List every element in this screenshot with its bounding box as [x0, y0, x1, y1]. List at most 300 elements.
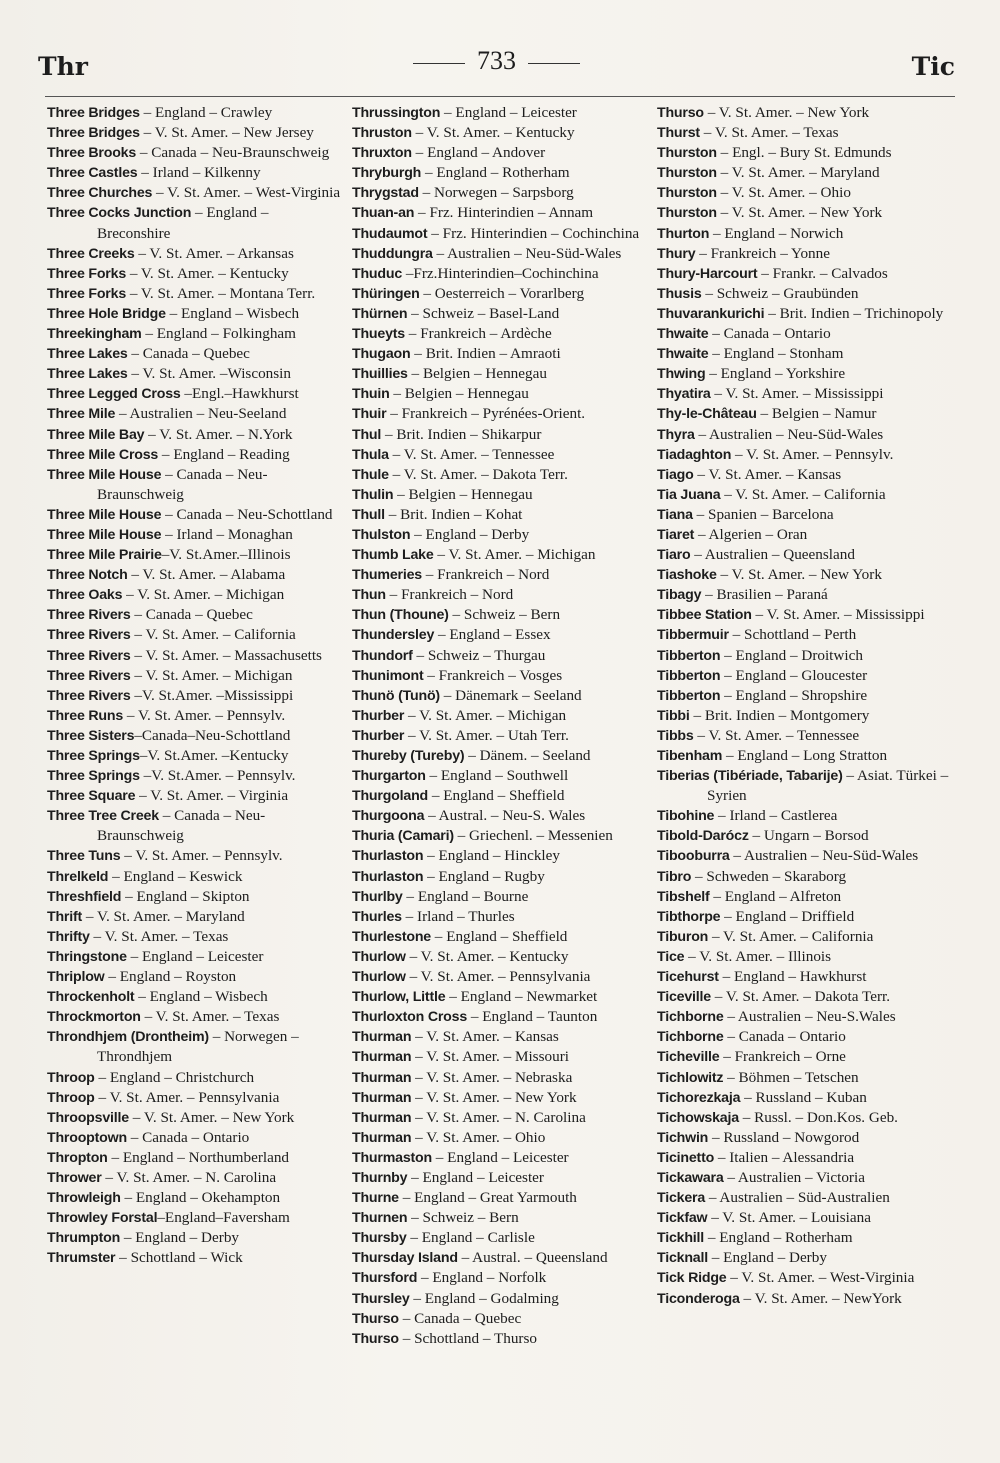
entry-headword: Thusis [657, 285, 702, 302]
entry-location: – England – Godalming [409, 1289, 559, 1307]
entry-headword: Thurman [352, 1069, 412, 1086]
gazetteer-entry [657, 425, 957, 445]
entry-location: – Schottland – Thurso [398, 1329, 537, 1347]
entry-headword: Tiberias (Tibériade, Tabarije) [657, 768, 843, 785]
entry-headword: Thunimont [352, 667, 424, 684]
entry-headword: Thuddungra [352, 245, 433, 262]
page-header [38, 46, 955, 92]
gazetteer-entry [657, 706, 957, 726]
gazetteer-entry [657, 746, 957, 766]
entry-headword: Tibberton [657, 647, 721, 664]
gazetteer-entry [657, 143, 957, 163]
gazetteer-entry [47, 244, 343, 264]
entry-headword: Three Mile [47, 406, 116, 423]
entry-headword: Tiaro [657, 547, 691, 564]
entry-location: – Australien – Queensland [690, 546, 855, 564]
gazetteer-entry [352, 565, 648, 585]
entry-headword: Thurso [657, 105, 704, 121]
entry-location: – V. St. Amer. – Pennsylv. [120, 847, 283, 865]
entry-location: – V. St. Amer. – New York [716, 204, 883, 222]
entry-headword: Tiashoke [657, 567, 717, 584]
gazetteer-entry [47, 625, 343, 645]
entry-location: – V. St. Amer. – New York [703, 104, 870, 121]
entry-location: – England – Leicester [440, 104, 577, 121]
entry-headword: Three Springs [47, 748, 140, 764]
gazetteer-entry [47, 445, 343, 465]
gazetteer-entry [47, 324, 343, 344]
entry-location: – England – Shropshire [720, 686, 868, 704]
gazetteer-entry [47, 1228, 343, 1248]
gazetteer-entry [657, 605, 957, 625]
entry-location: – V. St. Amer. – Pennsylvania [405, 968, 591, 986]
entry-headword: Thurlaston [352, 848, 424, 865]
entry-headword: Throndhjem (Drontheim) [47, 1029, 209, 1046]
entry-location: – V. St. Amer. – Kentucky [405, 947, 569, 965]
gazetteer-entry [47, 1208, 343, 1228]
entry-headword: Thulin [352, 486, 394, 503]
entry-location: – V. St. Amer. – Texas [140, 1008, 280, 1026]
entry-headword: Thurmaston [352, 1149, 432, 1166]
gazetteer-entry [657, 1148, 957, 1168]
entry-location: – Russland – Kuban [740, 1088, 867, 1106]
gazetteer-entry [47, 465, 343, 505]
entry-headword: Thurnby [352, 1169, 408, 1186]
entry-headword: Tibohine [657, 808, 715, 825]
gazetteer-entry [657, 947, 957, 967]
entry-headword: Three Cocks Junction [47, 205, 192, 222]
entry-headword: Throwley Forstal [47, 1210, 158, 1227]
gazetteer-entry [657, 284, 957, 304]
gazetteer-entry [352, 485, 648, 505]
entry-location: – V. St. Amer. – Kentucky [126, 264, 289, 282]
entry-headword: Three Creeks [47, 245, 135, 262]
entry-headword: Tiana [657, 506, 693, 523]
entry-location: – Frz. Hinterindien – Cochinchina [427, 224, 640, 242]
entry-location: – Schweiz – Basel-Land [407, 304, 560, 322]
gazetteer-entry [47, 163, 343, 183]
entry-headword: Thuir [352, 406, 387, 423]
entry-headword: Tibbs [657, 727, 694, 744]
gazetteer-entry [47, 766, 343, 786]
entry-headword: Thrifty [47, 928, 90, 945]
entry-location: – England – Derby [410, 525, 530, 543]
entry-location: – V. St. Amer. – Pennsylv. [123, 706, 286, 724]
entry-headword: Thueyts [352, 326, 405, 343]
entry-location: – Canada – Ontario [126, 1128, 250, 1146]
entry-location: – England – Rugby [423, 867, 545, 885]
gazetteer-entry [47, 947, 343, 967]
gazetteer-entry [657, 103, 957, 123]
entry-location: – Belgien – Hennegau [393, 485, 533, 503]
gazetteer-entry [657, 1027, 957, 1047]
gazetteer-entry [657, 364, 957, 384]
entry-location: – England – Gloucester [720, 666, 868, 684]
entry-headword: Thropton [47, 1149, 108, 1166]
gazetteer-entry [352, 987, 648, 1007]
entry-location: – Canada – Quebec [398, 1309, 522, 1327]
gazetteer-entry [657, 545, 957, 565]
gazetteer-entry [657, 344, 957, 364]
gazetteer-entry [657, 907, 957, 927]
entry-headword: Three Springs [47, 768, 140, 785]
entry-headword: Thurlow [352, 948, 406, 965]
entry-location: – England – Wisbech [165, 304, 300, 322]
column-3 [657, 103, 957, 1309]
gazetteer-entry [352, 465, 648, 485]
entry-headword: Three Legged Cross [47, 386, 181, 403]
entry-headword: Three Brooks [47, 145, 137, 162]
entry-location: – Frankreich – Orne [719, 1048, 846, 1066]
entry-location: – Austral. – Queensland [457, 1249, 608, 1267]
gazetteer-entry [657, 1188, 957, 1208]
gazetteer-entry [47, 585, 343, 605]
gazetteer-entry [657, 224, 957, 244]
gazetteer-entry [352, 1027, 648, 1047]
entry-headword: Three Forks [47, 285, 127, 302]
gazetteer-entry [352, 425, 648, 445]
entry-headword: Thurston [657, 205, 717, 222]
entry-location: –V. St.Amer. – Pennsylv. [139, 767, 296, 785]
gazetteer-entry [657, 987, 957, 1007]
gazetteer-entry [47, 203, 343, 243]
gazetteer-entry [657, 1047, 957, 1067]
entry-location: – England – Norfolk [417, 1269, 547, 1287]
entry-location: – England – Essex [434, 626, 551, 644]
entry-headword: Ticonderoga [657, 1290, 740, 1307]
entry-headword: Three Lakes [47, 346, 128, 363]
entry-location: – Schweiz – Graubünden [701, 284, 859, 302]
entry-location: – Belgien – Hennegau [389, 385, 529, 403]
gazetteer-entry [352, 646, 648, 666]
entry-headword: Tibooburra [657, 848, 730, 865]
gazetteer-entry [657, 1088, 957, 1108]
entry-headword: Thuillies [352, 366, 408, 383]
gazetteer-entry [47, 1128, 343, 1148]
gazetteer-entry [657, 686, 957, 706]
entry-headword: Thurnen [352, 1210, 408, 1227]
entry-headword: Thurlaston [352, 868, 424, 885]
gazetteer-entry [352, 1088, 648, 1108]
gazetteer-entry [47, 927, 343, 947]
entry-headword: Throoptown [47, 1129, 127, 1146]
entry-location: – V. St. Amer. – Nebraska [411, 1068, 573, 1086]
entry-location: – Dänem. – Seeland [464, 747, 591, 764]
entry-location: – England – Skipton [121, 887, 250, 905]
entry-headword: Thurber [352, 727, 405, 744]
entry-headword: Three Tree Creek [47, 808, 159, 825]
gazetteer-entry [657, 1068, 957, 1088]
entry-headword: Three Forks [47, 265, 127, 282]
gazetteer-entry [657, 1168, 957, 1188]
entry-location: – England – Rotherham [421, 164, 570, 182]
entry-headword: Thwaite [657, 346, 709, 363]
entry-headword: Tickawara [657, 1169, 724, 1186]
entry-headword: Thwaite [657, 326, 709, 343]
entry-location: – V. St. Amer. – Maryland [82, 907, 245, 925]
gazetteer-entry [657, 625, 957, 645]
gazetteer-entry [352, 927, 648, 947]
entry-location: – Schweiz – Bern [407, 1209, 519, 1227]
gazetteer-entry [47, 846, 343, 866]
entry-headword: Threekingham [47, 326, 142, 343]
entry-headword: Tibro [657, 868, 692, 885]
entry-headword: Thul [352, 426, 382, 443]
gazetteer-entry [47, 706, 343, 726]
entry-headword: Tichowskaja [657, 1109, 739, 1126]
entry-location: – England – Droitwich [720, 646, 863, 664]
entry-headword: Three Mile Cross [47, 446, 159, 463]
gazetteer-entry [47, 545, 343, 565]
entry-location: – England – Southwell [425, 767, 569, 785]
gazetteer-entry [657, 445, 957, 465]
gazetteer-entry [657, 766, 957, 806]
entry-location: – England – Norwich [709, 224, 844, 242]
gazetteer-entry [657, 967, 957, 987]
entry-location: – England – Reading [158, 445, 290, 463]
entry-location: – Canada – Ontario [708, 325, 831, 343]
entry-location: – V. St. Amer. – Alabama [127, 566, 286, 584]
entry-location: – V. St. Amer. – NewYork [739, 1289, 902, 1307]
entry-headword: Tichlowitz [657, 1069, 724, 1086]
gazetteer-entry [352, 1248, 648, 1268]
entry-headword: Thrumpton [47, 1230, 121, 1247]
header-rule [45, 96, 955, 97]
entry-headword: Thuria (Camari) [352, 828, 454, 845]
entry-headword: Thursley [352, 1290, 410, 1307]
entry-headword: Thurloxton Cross [352, 1009, 468, 1026]
gazetteer-entry [47, 1027, 343, 1067]
entry-location: – Frankreich – Pyrénées-Orient. [386, 405, 586, 423]
entry-headword: Tickera [657, 1190, 706, 1207]
entry-location: – England – Yorkshire [705, 365, 846, 383]
entry-headword: Tibbee Station [657, 607, 752, 624]
gazetteer-entry [47, 987, 343, 1007]
header-dash-left [413, 63, 465, 64]
entry-location: – England – Derby [120, 1229, 240, 1247]
entry-headword: Ticehurst [657, 969, 719, 986]
entry-location: – Schottland – Perth [728, 626, 857, 644]
entry-location: – Schweiz – Bern [448, 606, 561, 624]
entry-location: – V. St. Amer. – Michigan [433, 546, 596, 564]
entry-location: – Ungarn – Borsod [748, 827, 869, 845]
gazetteer-entry [657, 465, 957, 485]
gazetteer-entry [47, 183, 343, 203]
entry-location: – V. St. Amer. – New York [411, 1088, 577, 1106]
entry-headword: Threlkeld [47, 868, 109, 885]
entry-location: – Austral. – Neu-S. Wales [424, 807, 586, 825]
entry-headword: Tibbermuir [657, 627, 729, 644]
entry-headword: Thury [657, 245, 696, 262]
entry-headword: Three Mile House [47, 466, 162, 483]
entry-location: – Asiat. Türkei – Syrien [707, 767, 949, 805]
entry-headword: Thyatira [657, 386, 711, 403]
gazetteer-entry [657, 123, 957, 143]
gazetteer-entry [657, 1007, 957, 1027]
gazetteer-entry [352, 324, 648, 344]
gazetteer-entry [657, 585, 957, 605]
entry-location: – Canada – Quebec [127, 345, 250, 363]
entry-headword: Tibold-Darócz [657, 828, 749, 845]
entry-headword: Thringstone [47, 948, 127, 965]
entry-location: – Brasilien – Paraná [701, 586, 828, 604]
gazetteer-entry [352, 947, 648, 967]
entry-location: – V. St. Amer. – California [720, 485, 886, 503]
gazetteer-entry [47, 284, 343, 304]
gazetteer-entry [657, 826, 957, 846]
entry-location: – Norwegen – Throndhjem [97, 1028, 299, 1066]
page-number-block [38, 46, 955, 76]
entry-headword: Thurman [352, 1029, 412, 1046]
gazetteer-entry [657, 324, 957, 344]
entry-headword: Ticknall [657, 1250, 708, 1267]
gazetteer-entry [657, 867, 957, 887]
entry-location: – England – Leicester [126, 947, 264, 965]
gazetteer-entry [352, 967, 648, 987]
entry-headword: Thy-le-Château [657, 406, 757, 423]
entry-location: – England – Leicester [407, 1168, 544, 1186]
gazetteer-entry [352, 1309, 648, 1329]
entry-location: – V. St. Amer. – New Jersey [139, 124, 314, 142]
gazetteer-entry [47, 1068, 343, 1088]
entry-location: – V. St. Amer. – Maryland [716, 164, 880, 182]
gazetteer-entry [352, 1068, 648, 1088]
entry-headword: Thursford [352, 1270, 418, 1287]
gazetteer-entry [657, 505, 957, 525]
gazetteer-entry [47, 1007, 343, 1027]
entry-headword: Three Churches [47, 185, 153, 202]
gazetteer-entry [47, 1188, 343, 1208]
gazetteer-entry [352, 605, 648, 625]
entry-location: – V. St. Amer. – Tennessee [693, 726, 860, 744]
gazetteer-entry [47, 605, 343, 625]
entry-location: – V. St. Amer. – Pennsylvania [94, 1088, 280, 1106]
gazetteer-entry [657, 726, 957, 746]
gazetteer-entry [352, 203, 648, 223]
gazetteer-entry [352, 1208, 648, 1228]
entry-headword: Ticinetto [657, 1149, 715, 1166]
entry-headword: Three Mile Prairie [47, 547, 162, 564]
gazetteer-entry [352, 384, 648, 404]
entry-headword: Thurman [352, 1049, 412, 1066]
entry-headword: Tibberton [657, 667, 721, 684]
entry-headword: Thrift [47, 908, 83, 925]
entry-location: – Canada – Ontario [723, 1028, 846, 1046]
gazetteer-entry [657, 1248, 957, 1268]
entry-location: – Canada – Quebec [130, 606, 253, 624]
entry-headword: Three Oaks [47, 587, 123, 604]
gazetteer-entry [47, 404, 343, 424]
entry-headword: Thudaumot [352, 225, 428, 242]
gazetteer-entry [352, 1289, 648, 1309]
entry-location: – Irland – Thurles [401, 907, 515, 925]
gazetteer-entry [352, 284, 648, 304]
gazetteer-entry [352, 244, 648, 264]
entry-headword: Tia Juana [657, 486, 721, 503]
entry-location: – V. St. Amer. – Mississippi [751, 606, 925, 624]
entry-location: – V. St. Amer. – Michigan [122, 586, 285, 604]
entry-headword: Thull [352, 506, 385, 523]
gazetteer-entry [657, 846, 957, 866]
entry-location: – England – Driffield [720, 907, 855, 925]
entry-location: – V. St. Amer. – California [708, 927, 874, 945]
entry-headword: Tichwin [657, 1129, 709, 1146]
entry-headword: Three Mile Bay [47, 426, 145, 443]
entry-headword: Tibenham [657, 748, 723, 764]
gazetteer-entry [352, 1108, 648, 1128]
gazetteer-entry [47, 344, 343, 364]
gazetteer-entry [352, 304, 648, 324]
gazetteer-entry [352, 1007, 648, 1027]
entry-location: – Frankreich – Nord [385, 586, 514, 604]
gazetteer-entry [47, 646, 343, 666]
entry-location: – Engl. – Bury St. Edmunds [716, 144, 892, 162]
entry-location: – Brit. Indien – Shikarpur [381, 425, 542, 443]
gazetteer-entry [352, 666, 648, 686]
gazetteer-entry [47, 1108, 343, 1128]
entry-location: – England – Royston [104, 968, 237, 986]
entry-location: – V. St. Amer. – Kentucky [411, 124, 575, 142]
entry-location: – England – Taunton [467, 1008, 598, 1026]
entry-headword: Tick Ridge [657, 1270, 727, 1287]
entry-headword: Thurgarton [352, 768, 426, 785]
entry-headword: Thurst [657, 125, 700, 142]
entry-location: – Australien – Neu-Süd-Wales [432, 244, 622, 262]
entry-headword: Thruxton [352, 145, 412, 162]
entry-location: –Frz.Hinterindien–Cochinchina [402, 264, 599, 282]
entry-location: – Spanien – Barcelona [692, 505, 834, 523]
entry-location: – England – Hinckley [423, 847, 560, 865]
entry-location: – Irland – Kilkenny [137, 164, 261, 182]
entry-location: – V. St. Amer. – Kansas [411, 1028, 559, 1046]
entry-location: – England – Breconshire [97, 204, 269, 242]
entry-headword: Thuduc [352, 265, 403, 282]
gazetteer-entry [352, 686, 648, 706]
header-dash-right [528, 63, 580, 64]
entry-headword: Three Lakes [47, 366, 128, 383]
gazetteer-entry [352, 907, 648, 927]
gazetteer-entry [657, 1228, 957, 1248]
entry-headword: Tiago [657, 466, 694, 483]
entry-location: – V. St. Amer. – Michigan [130, 666, 293, 684]
gazetteer-entry [352, 505, 648, 525]
entry-headword: Thundersley [352, 627, 435, 644]
entry-location: – Canada – Neu-Braunschweig [97, 465, 268, 503]
gazetteer-entry [352, 445, 648, 465]
entry-headword: Tiadaghton [657, 446, 732, 463]
gazetteer-entry [657, 806, 957, 826]
gazetteer-entry [657, 927, 957, 947]
gazetteer-entry [47, 103, 343, 123]
entry-location: –V. St.Amer.–Illinois [161, 546, 291, 564]
entry-headword: Tiburon [657, 928, 709, 945]
entry-location: – England – Hawkhurst [718, 968, 867, 986]
entry-headword: Throop [47, 1089, 95, 1106]
gazetteer-entry [657, 485, 957, 505]
gazetteer-entry [47, 867, 343, 887]
entry-headword: Three Castles [47, 165, 138, 182]
entry-location: – England – Derby [707, 1249, 827, 1267]
entry-headword: Thurgoona [352, 808, 425, 825]
entry-headword: Thryburgh [352, 165, 422, 182]
gazetteer-entry [352, 867, 648, 887]
gazetteer-entry [47, 786, 343, 806]
gazetteer-entry [47, 1248, 343, 1268]
gazetteer-entry [352, 364, 648, 384]
entry-headword: Thurston [657, 145, 717, 162]
entry-headword: Tickhill [657, 1230, 705, 1247]
gazetteer-entry [47, 384, 343, 404]
entry-headword: Tibshelf [657, 888, 710, 905]
